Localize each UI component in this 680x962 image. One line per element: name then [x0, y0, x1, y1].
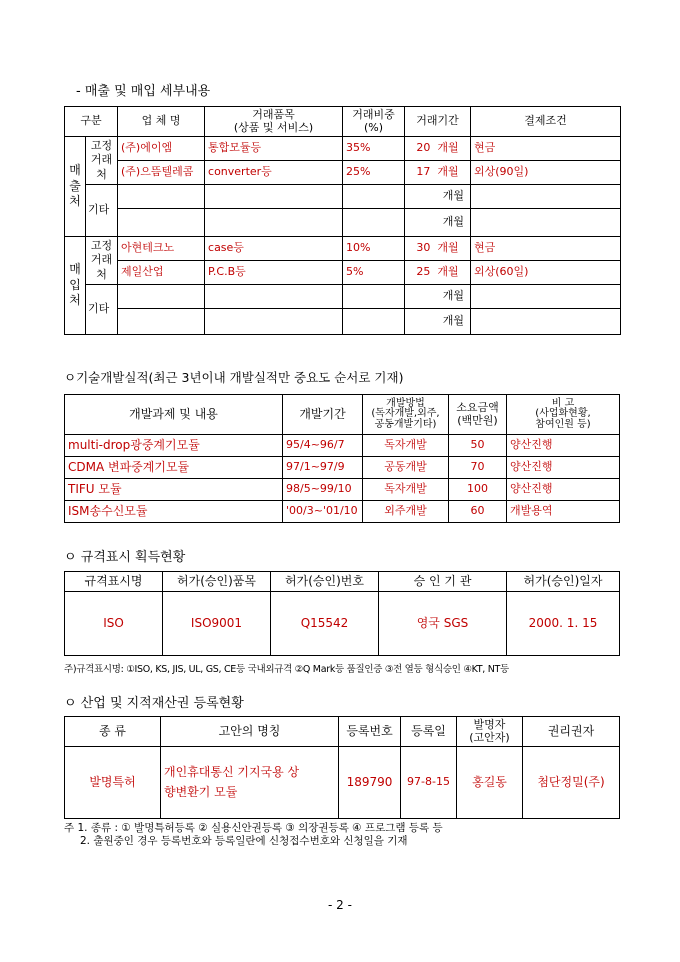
purchase-row-4-item: [205, 309, 343, 335]
purchase-row-2-item: P.C.B등: [205, 261, 343, 285]
tech-row-3-method: 독자개발: [363, 479, 449, 501]
ip-header-kind: 종 류: [65, 717, 161, 747]
tech-header-method: 개발방법 (독자개발,외주, 공동개발기타): [363, 395, 449, 435]
tech-row-3-remark: 양산진행: [507, 479, 620, 501]
purchase-row-3-payment: [471, 285, 621, 309]
sales-row-1-payment: 현금: [471, 137, 621, 161]
tech-row-2-method: 공동개발: [363, 457, 449, 479]
tech-row-2-period: 97/1~97/9: [283, 457, 363, 479]
std-header-date: 허가(승인)일자: [507, 572, 620, 592]
ip-row-regno: 189790: [339, 747, 401, 819]
purchase-row-4-ratio: [343, 309, 405, 335]
ip-note-2: 2. 출원중인 경우 등록번호와 등록일란에 신청접수번호와 신청일을 기재: [80, 835, 408, 847]
purchase-row-1-item: case등: [205, 237, 343, 261]
purchase-row-1-ratio: 10%: [343, 237, 405, 261]
standard-table: [64, 571, 620, 656]
ip-row-inventor: 홍길동: [457, 747, 523, 819]
ip-row-kind: 발명특허: [65, 747, 161, 819]
header-category: 구분: [65, 107, 118, 137]
std-row-date: 2000. 1. 15: [507, 592, 620, 656]
std-row-item: ISO9001: [163, 592, 271, 656]
sales-row-4-item: [205, 209, 343, 237]
ip-row-name: 개인휴대통신 기지국용 상 향변환기 모듈: [161, 747, 339, 819]
tech-row-2-remark: 양산진행: [507, 457, 620, 479]
tech-section-title: ㅇ기술개발실적(최근 3년이내 개발실적만 중요도 순서로 기재): [64, 370, 404, 385]
tech-table: [64, 394, 620, 523]
sales-row-2-period: 17 개월: [405, 161, 471, 185]
tech-row-3-task: TIFU 모듈: [65, 479, 283, 501]
sales-row-2-item: converter등: [205, 161, 343, 185]
ip-row-owner: 첨단정밀(주): [523, 747, 620, 819]
purchase-row-3-ratio: [343, 285, 405, 309]
ip-header-inventor: 발명자 (고안자): [457, 717, 523, 747]
tech-row-2-task: CDMA 변파중계기모듈: [65, 457, 283, 479]
tech-header-period: 개발기간: [283, 395, 363, 435]
tech-header-amount: 소요금액 (백만원): [449, 395, 507, 435]
ip-header-owner: 권리권자: [523, 717, 620, 747]
purchase-group-label: 매입처: [65, 237, 86, 335]
purchase-row-2-payment: 외상(60일): [471, 261, 621, 285]
purchase-row-2-ratio: 5%: [343, 261, 405, 285]
sales-other-label: 기타: [86, 185, 118, 237]
standard-note: 주)규격표시명: ①ISO, KS, JIS, UL, GS, CE등 국내외규격 ②Q Mark등 품질인증 ③전 열등 형식승인 ④KT, NT등: [64, 664, 509, 675]
ip-row-regdate: 97-8-15: [401, 747, 457, 819]
sales-row-4-period: 개월: [405, 209, 471, 237]
purchase-row-4-company: [118, 309, 205, 335]
tech-row-3-period: 98/5~99/10: [283, 479, 363, 501]
header-period: 거래기간: [405, 107, 471, 137]
sales-row-3-ratio: [343, 185, 405, 209]
tech-header-task: 개발과제 및 내용: [65, 395, 283, 435]
ip-note-1: 주 1. 종류 : ① 발명특허등록 ② 실용신안권등록 ③ 의장권등록 ④ 프로그램 등록 등: [64, 822, 443, 834]
ip-table: [64, 716, 620, 819]
sales-row-1-item: 통합모듈등: [205, 137, 343, 161]
purchase-row-3-item: [205, 285, 343, 309]
purchase-row-2-company: 제일산업: [118, 261, 205, 285]
std-header-item: 허가(승인)품목: [163, 572, 271, 592]
ip-section-title: ㅇ 산업 및 지적재산권 등록현황: [64, 696, 244, 711]
purchase-other-label: 기타: [86, 285, 118, 335]
purchase-row-1-period: 30 개월: [405, 237, 471, 261]
sales-row-4-payment: [471, 209, 621, 237]
sales-purchase-table: [64, 106, 621, 335]
std-row-agency: 영국 SGS: [379, 592, 507, 656]
purchase-row-3-period: 개월: [405, 285, 471, 309]
purchase-row-1-payment: 현금: [471, 237, 621, 261]
sales-row-3-item: [205, 185, 343, 209]
std-header-number: 허가(승인)번호: [271, 572, 379, 592]
tech-row-1-method: 독자개발: [363, 435, 449, 457]
header-company: 업 체 명: [118, 107, 205, 137]
sales-group-label: 매출처: [65, 137, 86, 237]
purchase-row-2-period: 25 개월: [405, 261, 471, 285]
tech-row-1-task: multi-drop광중계기모듈: [65, 435, 283, 457]
std-row-number: Q15542: [271, 592, 379, 656]
tech-row-1-period: 95/4~96/7: [283, 435, 363, 457]
sales-row-4-ratio: [343, 209, 405, 237]
standard-section-title: ㅇ 규격표시 획득현황: [64, 550, 186, 565]
sales-row-2-company: (주)으뜸텔레콤: [118, 161, 205, 185]
sales-row-3-period: 개월: [405, 185, 471, 209]
tech-row-1-amount: 50: [449, 435, 507, 457]
ip-header-regno: 등록번호: [339, 717, 401, 747]
tech-header-remark: 비 고 (사업화현황, 참여인원 등): [507, 395, 620, 435]
sales-row-3-payment: [471, 185, 621, 209]
tech-row-4-method: 외주개발: [363, 501, 449, 523]
tech-row-4-amount: 60: [449, 501, 507, 523]
tech-row-4-period: '00/3~'01/10: [283, 501, 363, 523]
sales-row-1-ratio: 35%: [343, 137, 405, 161]
purchase-row-4-payment: [471, 309, 621, 335]
ip-header-name: 고안의 명칭: [161, 717, 339, 747]
purchase-row-4-period: 개월: [405, 309, 471, 335]
sales-row-2-ratio: 25%: [343, 161, 405, 185]
sales-row-1-company: (주)에이엠: [118, 137, 205, 161]
sales-row-1-period: 20 개월: [405, 137, 471, 161]
tech-row-3-amount: 100: [449, 479, 507, 501]
purchase-row-1-company: 아현테크노: [118, 237, 205, 261]
header-ratio: 거래비중 (%): [343, 107, 405, 137]
std-header-agency: 승 인 기 관: [379, 572, 507, 592]
std-header-name: 규격표시명: [65, 572, 163, 592]
sales-row-4-company: [118, 209, 205, 237]
header-payment: 결제조건: [471, 107, 621, 137]
tech-row-1-remark: 양산진행: [507, 435, 620, 457]
header-item: 거래품목 (상품 및 서비스): [205, 107, 343, 137]
purchase-fixed-label: 고정거래처: [86, 237, 118, 285]
tech-row-4-remark: 개발용역: [507, 501, 620, 523]
sales-row-3-company: [118, 185, 205, 209]
std-row-name: ISO: [65, 592, 163, 656]
purchase-row-3-company: [118, 285, 205, 309]
sales-fixed-label: 고정거래처: [86, 137, 118, 185]
sales-section-title: - 매출 및 매입 세부내용: [76, 84, 211, 99]
page-number: - 2 -: [328, 898, 352, 912]
tech-row-4-task: ISM송수신모듈: [65, 501, 283, 523]
tech-row-2-amount: 70: [449, 457, 507, 479]
sales-row-2-payment: 외상(90일): [471, 161, 621, 185]
ip-header-regdate: 등록일: [401, 717, 457, 747]
